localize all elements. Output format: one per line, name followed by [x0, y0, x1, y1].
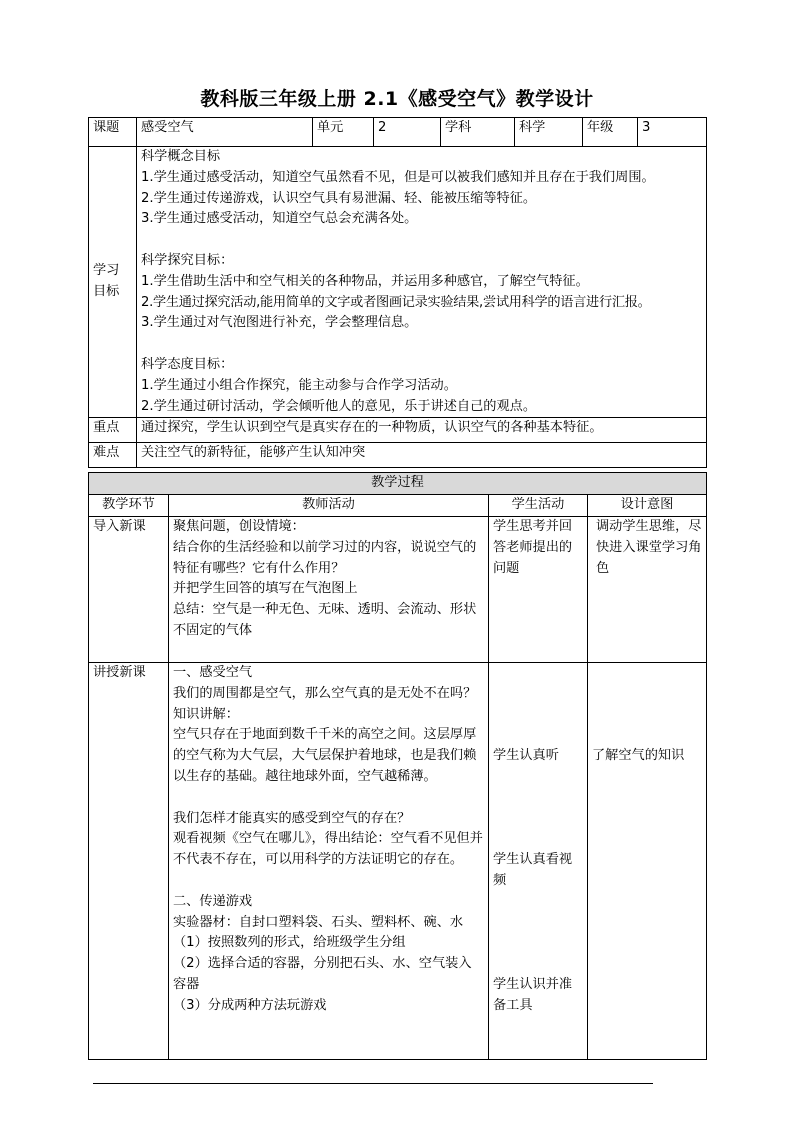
attitude-goal-item: 1.学生通过小组合作探究，能主动参与合作学习活动。	[141, 377, 457, 393]
intro-intent: 调动学生思维，尽快进入课堂学习角色	[588, 517, 707, 663]
intro-summary: 总结：空气是一种无色、无味、透明、会流动、形状不固定的气体	[173, 602, 477, 638]
lesson-info-table	[88, 117, 707, 468]
grade-value: 3	[638, 118, 707, 147]
intent-know: 了解空气的知识	[592, 748, 685, 764]
goals-label-line2: 目标	[93, 284, 120, 300]
page-title: 教科版三年级上册 2.1《感受空气》教学设计	[200, 88, 594, 110]
question-2: 我们怎样才能真实的感受到空气的存在？	[173, 810, 411, 826]
concept-goal-item: 2.学生通过传递游戏，认识空气具有易泄漏、轻、能被压缩等特征。	[141, 190, 537, 206]
difficulty-label: 难点	[89, 443, 137, 468]
student-listen: 学生认真听	[493, 748, 559, 764]
lecture-intent	[588, 663, 707, 1060]
inquiry-goal-title: 科学探究目标：	[141, 252, 234, 268]
attitude-goal-title: 科学态度目标：	[141, 356, 234, 372]
subject-value: 科学	[515, 118, 583, 147]
knowledge-title: 知识讲解：	[173, 706, 239, 722]
goals-label-line1: 学习	[93, 263, 120, 279]
intro-question: 结合你的生活经验和以前学习过的内容，说说空气的特征有哪些？它有什么作用？	[173, 539, 477, 576]
lecture-student	[489, 663, 588, 1060]
section2-title: 二、传递游戏	[173, 893, 253, 909]
header-stage: 教学环节	[89, 495, 169, 517]
unit-label: 单元	[313, 118, 374, 147]
header-intent: 设计意图	[588, 495, 707, 517]
intro-focus: 聚焦问题，创设情境：	[173, 519, 305, 534]
step-item: （2）选择合适的容器，分别把石头、水、空气装入容器	[173, 956, 472, 992]
section1-title: 一、感受空气	[173, 665, 253, 680]
key-point-value: 通过探究，学生认识到空气是真实存在的一种物质，认识空气的各种基本特征。	[137, 418, 707, 443]
lesson-label: 课题	[89, 118, 137, 147]
inquiry-goal-item: 1.学生借助生活中和空气相关的各种物品，并运用多种感官，了解空气特征。	[141, 273, 589, 289]
header-teacher: 教师活动	[169, 495, 489, 517]
student-tools: 学生认识并准备工具	[493, 976, 573, 1013]
intro-student: 学生思考并回答老师提出的问题	[489, 517, 588, 663]
step-item: （3）分成两种方法玩游戏	[173, 997, 327, 1013]
attitude-goal-item: 2.学生通过研讨活动，学会倾听他人的意见，乐于讲述自己的观点。	[141, 398, 537, 414]
teaching-process-table	[88, 472, 707, 1060]
knowledge-text: 空气只存在于地面到数千千米的高空之间。这层厚厚的空气称为大气层，大气层保护着地球，也是我们赖以生存的基础。越往地球外面，空气越稀薄。	[173, 727, 477, 784]
unit-value: 2	[374, 118, 441, 147]
footer-rule	[93, 1083, 653, 1084]
intro-stage: 导入新课	[89, 517, 169, 663]
concept-goal-title: 科学概念目标	[141, 149, 221, 164]
inquiry-goal-item: 3.学生通过对气泡图进行补充，学会整理信息。	[141, 315, 418, 331]
intro-teacher	[169, 517, 489, 663]
header-student: 学生活动	[489, 495, 588, 517]
key-point-label: 重点	[89, 418, 137, 443]
materials-text: 实验器材：自封口塑料袋、石头、塑料杯、碗、水	[173, 914, 464, 930]
difficulty-value: 关注空气的新特征，能够产生认知冲突	[137, 443, 707, 468]
question-1: 我们的周围都是空气，那么空气真的是无处不在吗？	[173, 685, 477, 701]
subject-label: 学科	[441, 118, 515, 147]
concept-goal-item: 1.学生通过感受活动，知道空气虽然看不见，但是可以被我们感知并且存在于我们周围。	[141, 169, 655, 185]
video-text: 观看视频《空气在哪儿》，得出结论：空气看不见但并不代表不存在，可以用科学的方法证明它的存在。	[173, 831, 483, 868]
concept-goal-item: 3.学生通过感受活动，知道空气总会充满各处。	[141, 211, 418, 227]
lesson-value: 感受空气	[137, 118, 313, 147]
student-watch: 学生认真看视频	[493, 852, 573, 888]
inquiry-goal-item: 2.学生通过探究活动,能用简单的文字或者图画记录实验结果,尝试用科学的语言进行汇报。	[141, 294, 651, 310]
goals-label	[89, 147, 137, 418]
process-title: 教学过程	[89, 473, 707, 495]
lecture-stage: 讲授新课	[89, 663, 169, 1060]
intro-bubble: 并把学生回答的填写在气泡图上	[173, 581, 358, 597]
lecture-teacher	[169, 663, 489, 1060]
step-item: （1）按照数列的形式，给班级学生分组	[173, 935, 406, 951]
grade-label: 年级	[583, 118, 638, 147]
goals-content	[137, 147, 707, 418]
